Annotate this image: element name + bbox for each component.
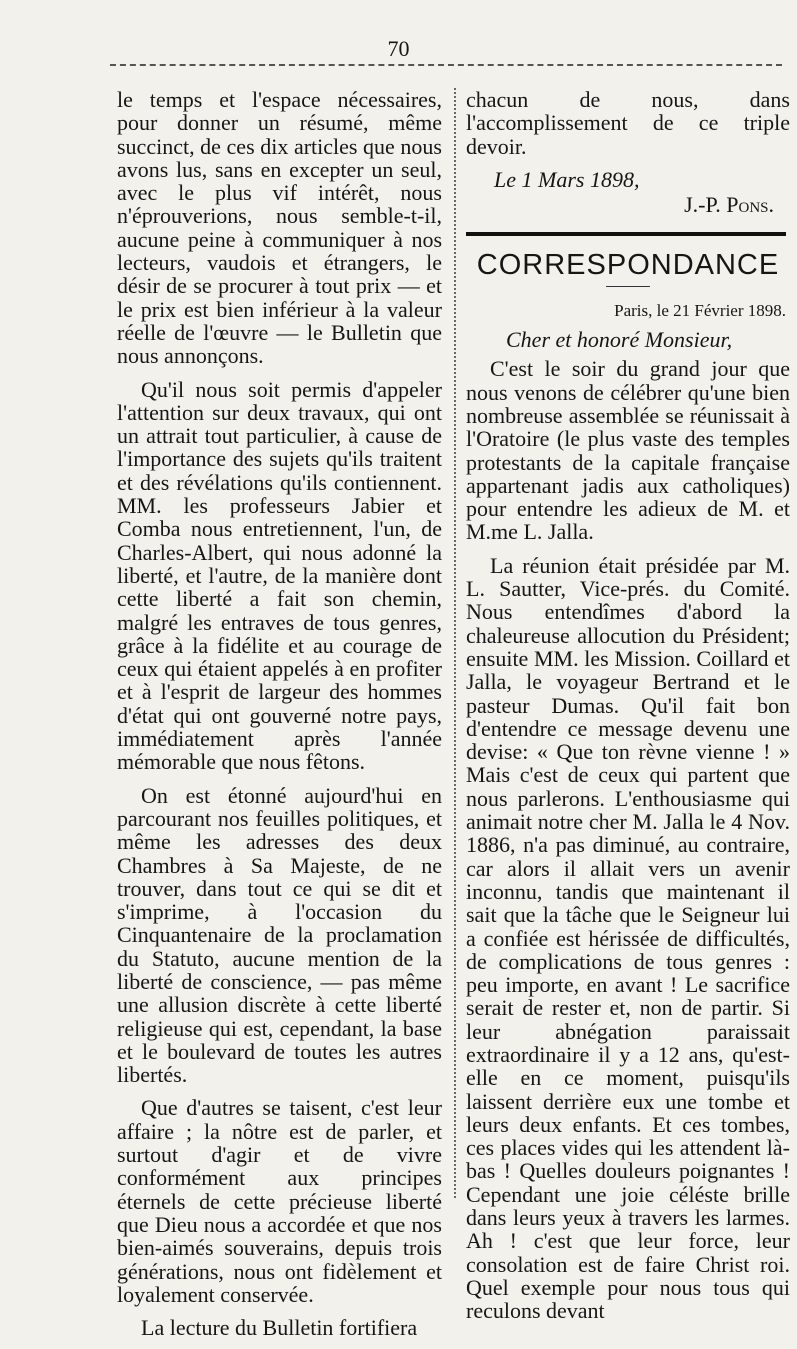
letter-date-line: Le 1 Mars 1898,	[494, 166, 640, 192]
right-paragraph-1: C'est le soir du grand jour que nous venons de célébrer qu'une bien nombreuse assemblée se réunissait à l'Oratoire (le plus vaste des temples protestants de la capitale française appartenant jadis aux catholiques) pour entendre les adieux de M. et M.me L. Jalla.	[466, 356, 790, 545]
left-paragraph-5: La lecture du Bulletin fortifiera	[141, 1315, 418, 1341]
correspondence-salutation: Cher et honoré Monsieur,	[506, 327, 733, 353]
title-underline	[606, 286, 650, 287]
section-title: CORRESPONDANCE	[476, 249, 780, 282]
right-intro-paragraph: chacun de nous, dans l'accomplissement de ce triple devoir.	[466, 87, 790, 159]
left-paragraph-4: Que d'autres se taisent, c'est leur affaire ; la nôtre est de parler, et surtout d'agir et de vivre conformément aux principes éternels de cette précieuse liberté que Dieu nous a accordée et que nos bien-aimés souverains, depuis trois générations, nous ont fidèlement et loyalement conservée.	[117, 1095, 442, 1307]
correspondence-place-date: Paris, le 21 Février 1898.	[614, 300, 786, 320]
left-paragraph-2: Qu'il nous soit permis d'appeler l'attention sur deux travaux, qui ont un attrait tout particulier, à cause de l'importance des sujets qu'ils traitent et des révélations qu'ils contiennent. MM. les professeurs Jabier et Comba nous entretiennent, l'un, de Charles-Albert, qui nous adonné la liberté, et l'autre, de la manière dont cette liberté a fait son chemin, malgré les entraves de tous genres, grâce à la fidélite et au courage de ceux qui étaient appelés à en profiter et à l'esprit de largeur des hommes d'état qui ont gouverné notre pays, immédiatement après l'année mémorable que nous fêtons.	[117, 376, 442, 775]
left-column	[117, 88, 442, 1349]
author-signature	[466, 193, 774, 216]
signature-text: J.-P. Pons.	[684, 192, 774, 218]
page-number: 70	[387, 36, 410, 61]
column-divider	[454, 88, 456, 1198]
left-paragraph-1: le temps et l'espace nécessaires, pour donner un résumé, même succinct, de ces dix articles que nous avons lus, sans en excepter un seul, avec le plus vif intérêt, nous n'éprouverions, nous semble-t-il, aucune peine à communiquer à nos lecteurs, vaudois et étrangers, le désir de se procurer à tout prix — et le prix est bien inférieur à la valeur réelle de l'œuvre — le Bulletin que nous annonçons.	[117, 87, 442, 369]
header-rule	[110, 64, 782, 66]
right-column	[466, 88, 790, 1333]
section-separator-rule	[466, 232, 786, 236]
left-paragraph-3: On est étonné aujourd'hui en parcourant nos feuilles politiques, et même les adresses des deux Chambres à Sa Majeste, de ne trouver, dans tout ce qui se dit et s'imprime, à l'occasion du Cinquantenaire de la proclamation du Statuto, aucune mention de la liberté de conscience, — pas même une allusion discrète à cette liberté religieuse qui est, cependant, la base et le boulevard de toutes les autres libertés.	[117, 782, 442, 1088]
right-paragraph-2: La réunion était présidée par M. L. Sautter, Vice-prés. du Comité. Nous entendîmes d'abord la chaleureuse allocution du Président; ensuite MM. les Mission. Coillard et Jalla, le voyageur Bertrand et le pasteur Dumas. Qu'il fait bon d'entendre ce message devenu une devise: « Que ton rèvne vienne ! » Mais c'est de ceux qui partent que nous parlerons. L'enthousiasme qui animait notre cher M. Jalla le 4 Nov. 1886, n'a pas diminué, au contraire, car alors il allait vers un avenir inconnu, tandis que maintenant il sait que la tâche que le Seigneur lui a confiée est hérissée de difficultés, de complications de tous genres : peu importe, en avant ! Le sacrifice serait de rester et, non de partir. Si leur abnégation paraissait extraordinaire il y a 12 ans, qu'est-elle en ce moment, puisqu'ils laissent derrière eux une tombe et leurs deux enfants. Et ces tombes, ces places vides qui les attendent là-bas ! Quelles douleurs poignantes ! Cependant une joie céléste brille dans leurs yeux à travers les larmes. Ah ! c'est que leur force, leur consolation est de faire Christ roi. Quel exemple pour nous tous qui reculons devant	[466, 552, 790, 1324]
